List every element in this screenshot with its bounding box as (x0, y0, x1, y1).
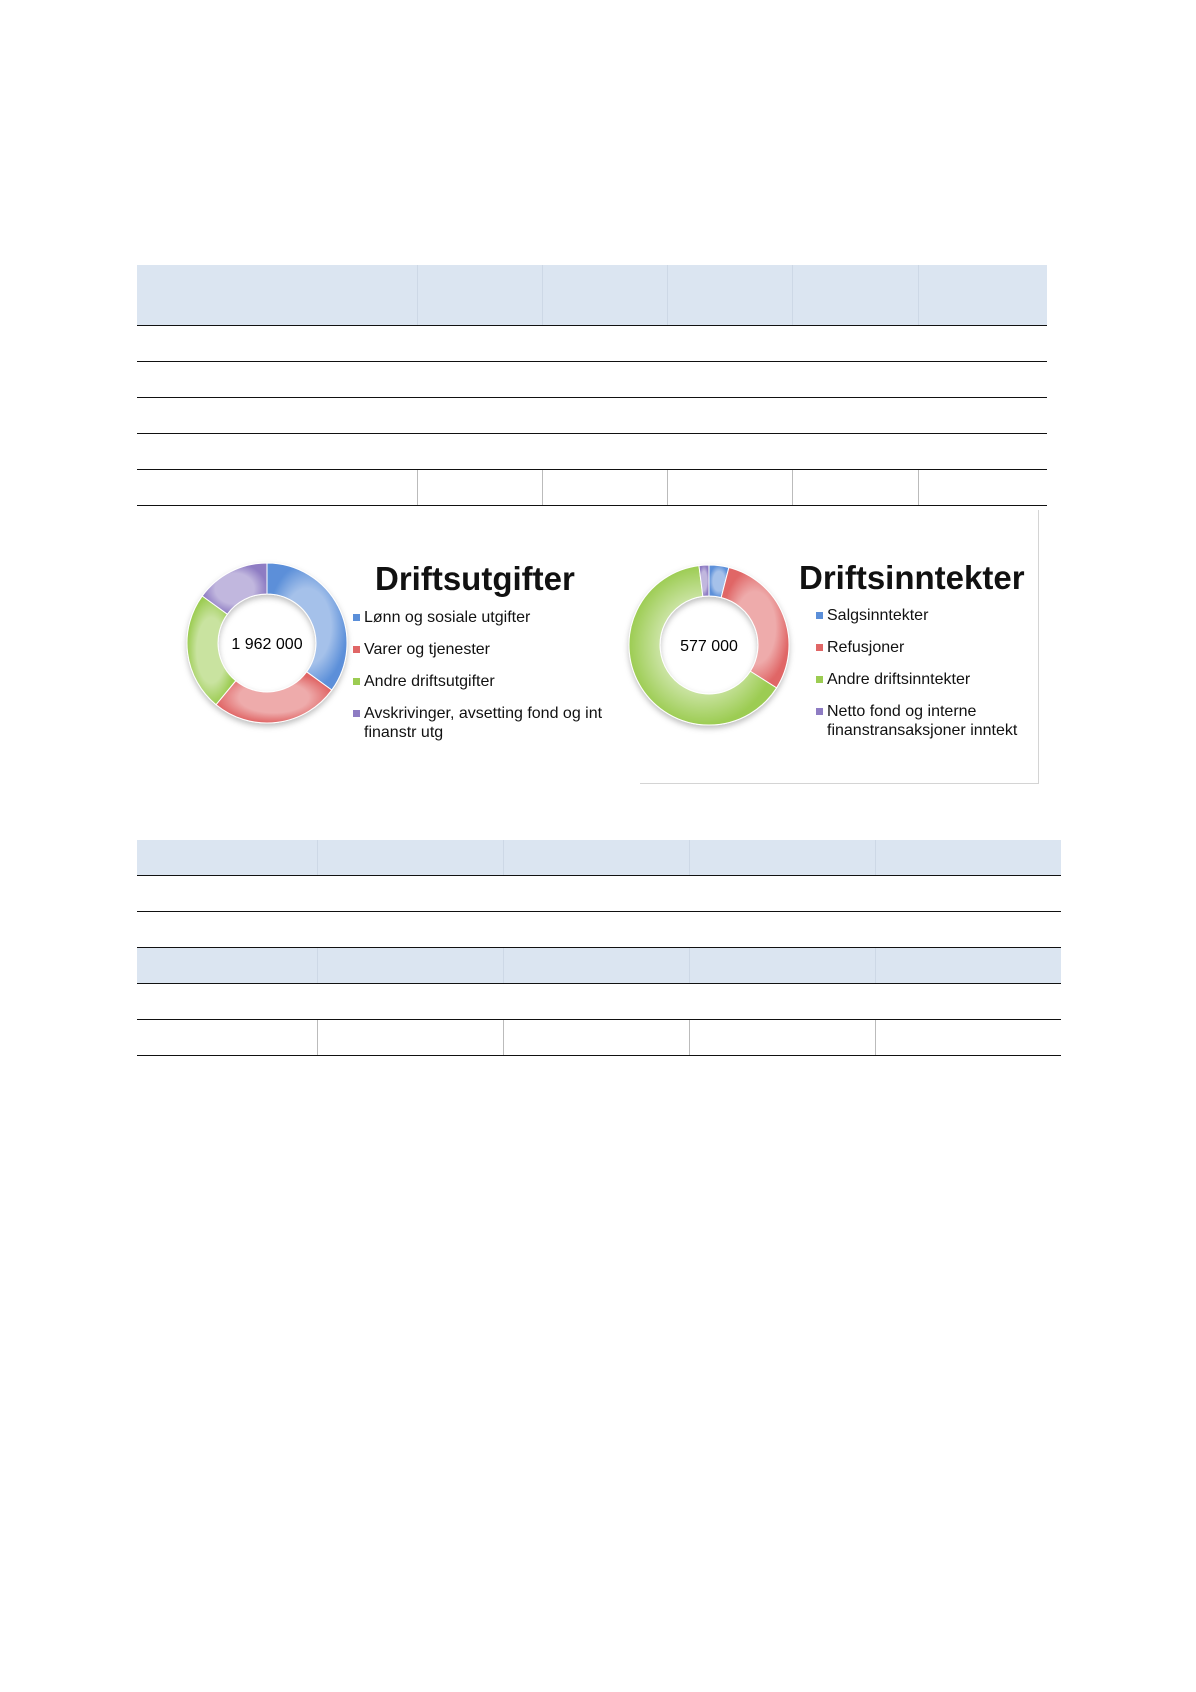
chart-title: Driftsutgifter (375, 560, 575, 597)
legend-swatch (353, 710, 360, 717)
table-row (137, 984, 1061, 1020)
legend (353, 608, 604, 755)
table-row (137, 326, 1047, 362)
legend-item: Andre driftsutgifter (353, 672, 604, 691)
legend-item: Refusjoner (816, 638, 1037, 657)
chart-title: Driftsinntekter (799, 559, 1025, 596)
legend-item: Salgsinntekter (816, 606, 1037, 625)
table-row (137, 912, 1061, 948)
legend-item: Varer og tjenester (353, 640, 604, 659)
center-total-label: 1 962 000 (231, 636, 303, 653)
legend (816, 606, 1037, 753)
table-row (137, 470, 1047, 506)
legend-swatch (816, 708, 823, 715)
legend-swatch (353, 678, 360, 685)
legend-item: Andre driftsinntekter (816, 670, 1037, 689)
table-row (137, 398, 1047, 434)
legend-item: Lønn og sosiale utgifter (353, 608, 604, 627)
legend-swatch (353, 646, 360, 653)
center-total-label: 577 000 (680, 638, 738, 655)
donut-chart-income (624, 560, 794, 730)
table-header-row (137, 948, 1061, 984)
bottom-table (137, 840, 1061, 1056)
table-header-row (137, 265, 1047, 326)
donut-slice (721, 568, 789, 688)
donut-slice (267, 563, 347, 690)
table-row (137, 434, 1047, 470)
legend-item: Avskrivinger, avsetting fond og int finanstr utg (353, 704, 604, 742)
legend-swatch (353, 614, 360, 621)
legend-item: Netto fond og interne finanstransaksjoner inntekt (816, 702, 1037, 740)
donut-chart-expenses (182, 558, 352, 728)
legend-swatch (816, 644, 823, 651)
table-row (137, 362, 1047, 398)
legend-swatch (816, 612, 823, 619)
table-row (137, 876, 1061, 912)
table-header-row (137, 840, 1061, 876)
legend-swatch (816, 676, 823, 683)
table-row (137, 1020, 1061, 1056)
charts-panel (137, 510, 1041, 785)
top-table (137, 265, 1047, 506)
